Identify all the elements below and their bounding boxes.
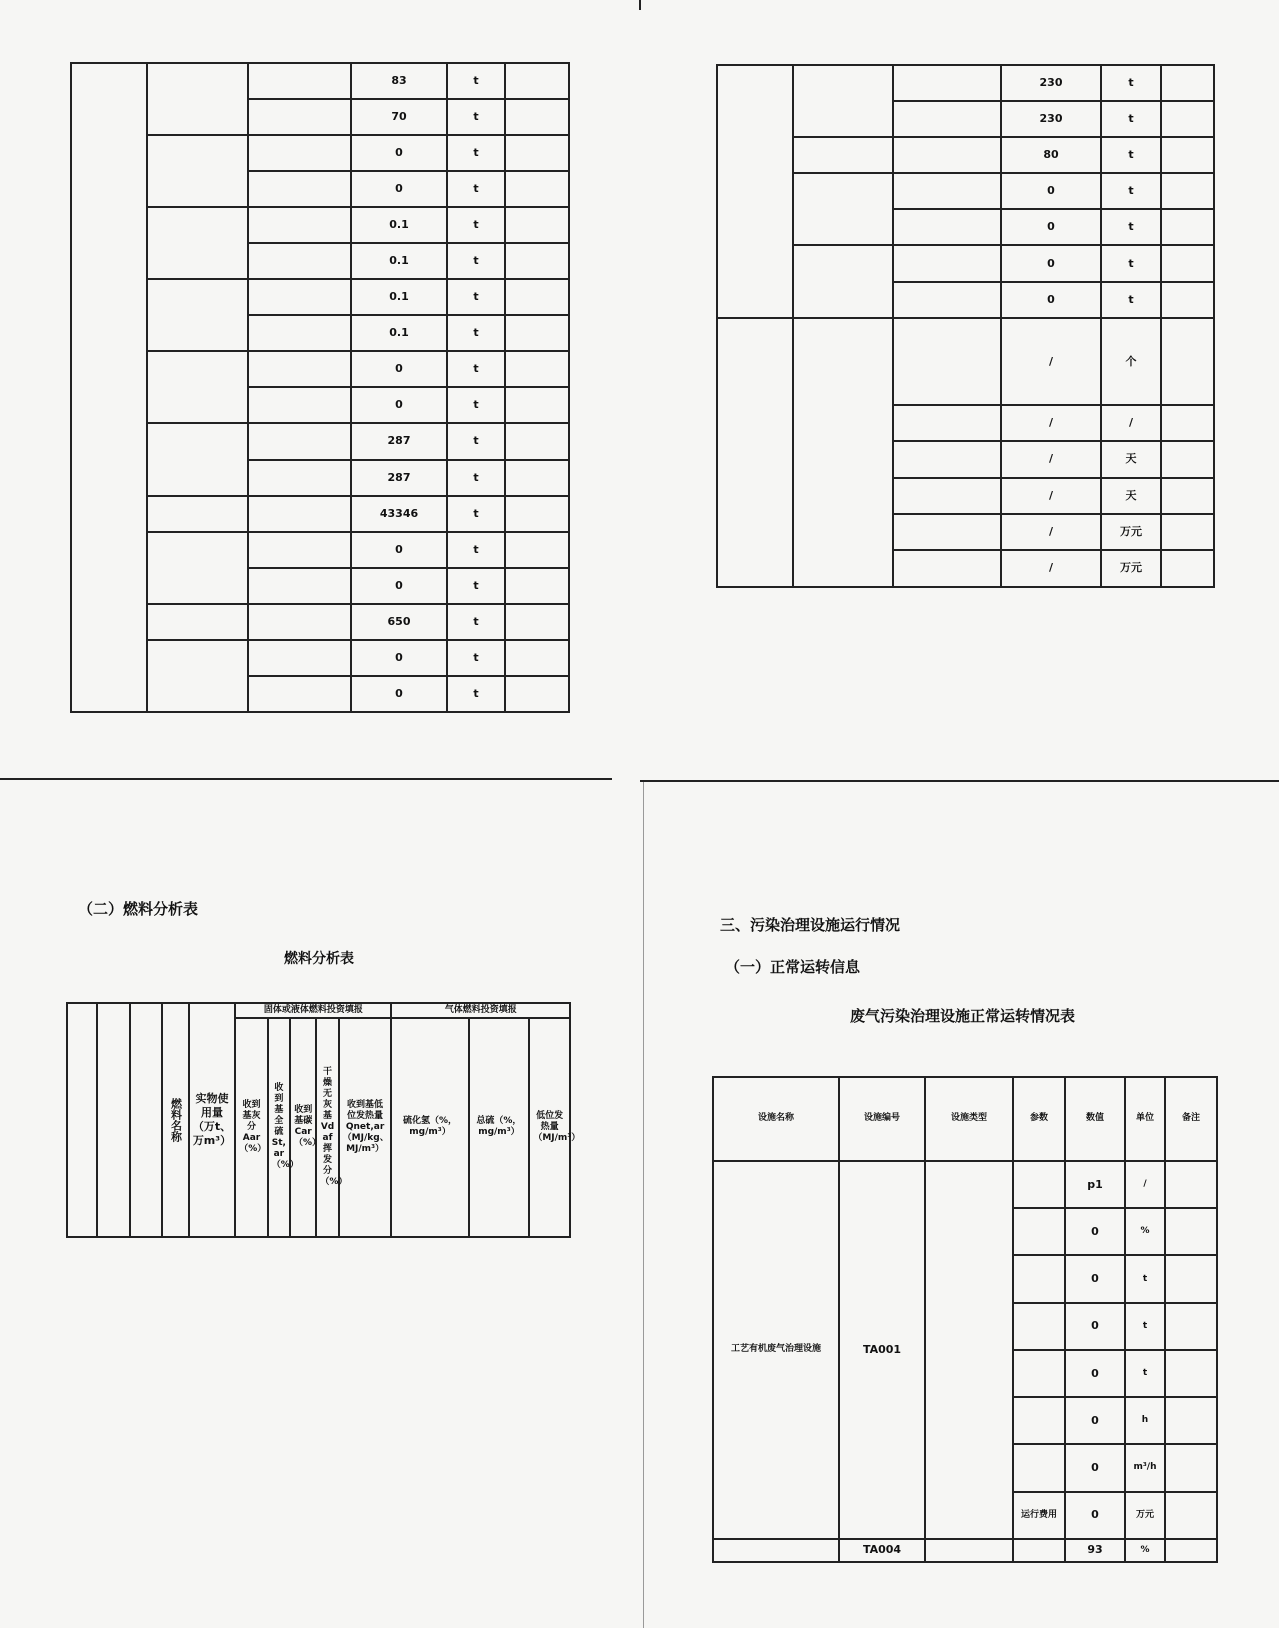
fuel-section-title: （二）燃料分析表 bbox=[78, 900, 199, 918]
value-cell: / bbox=[1001, 550, 1101, 587]
unit-cell: t bbox=[1101, 173, 1161, 209]
item-name bbox=[893, 245, 1001, 281]
water-usage-table-2 bbox=[716, 64, 1215, 588]
value-cell: 0 bbox=[351, 387, 447, 423]
note-cell bbox=[1161, 318, 1214, 406]
param-value: 0 bbox=[1065, 1255, 1125, 1302]
item-name bbox=[248, 604, 351, 640]
param-unit: % bbox=[1125, 1539, 1165, 1562]
fuel-header-13: 低位发热量（MJ/m³） bbox=[529, 1018, 570, 1237]
param-value: 0 bbox=[1065, 1397, 1125, 1444]
item-name bbox=[248, 135, 351, 171]
unit-cell: t bbox=[447, 496, 505, 532]
unit-cell: t bbox=[447, 99, 505, 135]
note-cell bbox=[505, 207, 569, 243]
facility-name bbox=[147, 135, 248, 207]
item-name bbox=[248, 640, 351, 676]
unit-cell: t bbox=[447, 171, 505, 207]
facility-name bbox=[147, 351, 248, 423]
param-note bbox=[1165, 1492, 1217, 1539]
param-unit: t bbox=[1125, 1303, 1165, 1350]
value-cell: 0 bbox=[1001, 209, 1101, 245]
value-cell: / bbox=[1001, 478, 1101, 514]
note-cell bbox=[505, 135, 569, 171]
note-cell bbox=[1161, 209, 1214, 245]
fuel-analysis-table bbox=[66, 1002, 581, 1238]
item-name bbox=[248, 460, 351, 496]
item-name bbox=[893, 441, 1001, 477]
value-cell: 83 bbox=[351, 63, 447, 99]
facility-name bbox=[793, 173, 893, 245]
fuel-header-3 bbox=[130, 1003, 162, 1237]
note-cell bbox=[505, 315, 569, 351]
item-name bbox=[248, 423, 351, 459]
item-name bbox=[893, 137, 1001, 173]
value-cell: 0 bbox=[351, 171, 447, 207]
unit-cell: t bbox=[447, 315, 505, 351]
param-unit: % bbox=[1125, 1208, 1165, 1255]
value-cell: 0 bbox=[351, 640, 447, 676]
unit-cell: t bbox=[1101, 101, 1161, 137]
unit-cell: 万元 bbox=[1101, 550, 1161, 587]
value-cell: 0.1 bbox=[351, 207, 447, 243]
value-cell: 0 bbox=[1001, 245, 1101, 281]
unit-cell: t bbox=[447, 423, 505, 459]
param-value: 0 bbox=[1065, 1350, 1125, 1397]
param-note bbox=[1165, 1161, 1217, 1208]
item-name bbox=[248, 207, 351, 243]
value-cell: 230 bbox=[1001, 65, 1101, 101]
facility-name bbox=[147, 207, 248, 279]
param-note bbox=[1165, 1208, 1217, 1255]
param-value: 0 bbox=[1065, 1492, 1125, 1539]
fuel-header-7: 收到基全硫St,ar（%） bbox=[268, 1018, 290, 1237]
param-value: 0 bbox=[1065, 1208, 1125, 1255]
page-divider-vertical-top bbox=[639, 0, 641, 10]
note-cell bbox=[505, 676, 569, 712]
item-name bbox=[893, 550, 1001, 587]
item-name bbox=[248, 279, 351, 315]
value-cell: 0 bbox=[351, 568, 447, 604]
note-cell bbox=[505, 171, 569, 207]
value-cell: 80 bbox=[1001, 137, 1101, 173]
item-name bbox=[248, 63, 351, 99]
value-cell: / bbox=[1001, 514, 1101, 550]
normal-operation-subtitle: （一）正常运转信息 bbox=[725, 958, 861, 976]
note-cell bbox=[1161, 65, 1214, 101]
page-divider-top-right bbox=[640, 780, 1279, 782]
page-divider-vertical-bottom bbox=[643, 782, 644, 1628]
unit-cell: 天 bbox=[1101, 441, 1161, 477]
column-header: 设施编号 bbox=[839, 1077, 925, 1161]
column-header: 参数 bbox=[1013, 1077, 1065, 1161]
fuel-group-solid: 固体或液体燃料投资填报 bbox=[235, 1003, 391, 1018]
unit-cell: t bbox=[447, 207, 505, 243]
pollution-section-title: 三、污染治理设施运行情况 bbox=[720, 916, 901, 934]
facility-name bbox=[147, 63, 248, 135]
fuel-header-8: 收到基碳Car（%） bbox=[290, 1018, 316, 1237]
water-usage-table-1 bbox=[70, 62, 570, 713]
note-cell bbox=[1161, 101, 1214, 137]
note-cell bbox=[1161, 441, 1214, 477]
column-header: 设施类型 bbox=[925, 1077, 1013, 1161]
value-cell: 0 bbox=[1001, 282, 1101, 318]
note-cell bbox=[1161, 514, 1214, 550]
item-name bbox=[893, 405, 1001, 441]
item-name bbox=[248, 243, 351, 279]
fuel-header-5: 实物使用量（万t、万m³） bbox=[189, 1003, 236, 1237]
param-name bbox=[1013, 1161, 1065, 1208]
param-value: 0 bbox=[1065, 1303, 1125, 1350]
unit-cell: t bbox=[1101, 65, 1161, 101]
facility-name bbox=[793, 245, 893, 317]
fuel-group-gas: 气体燃料投资填报 bbox=[391, 1003, 570, 1018]
value-cell: 70 bbox=[351, 99, 447, 135]
value-cell: 0.1 bbox=[351, 315, 447, 351]
param-name bbox=[1013, 1539, 1065, 1562]
param-value: 0 bbox=[1065, 1444, 1125, 1491]
unit-cell: t bbox=[447, 135, 505, 171]
param-value: 93 bbox=[1065, 1539, 1125, 1562]
note-cell bbox=[1161, 137, 1214, 173]
note-cell bbox=[1161, 245, 1214, 281]
note-cell bbox=[505, 99, 569, 135]
note-cell bbox=[505, 496, 569, 532]
facility-name bbox=[793, 65, 893, 137]
unit-cell: t bbox=[447, 243, 505, 279]
note-cell bbox=[1161, 173, 1214, 209]
param-unit: m³/h bbox=[1125, 1444, 1165, 1491]
item-name bbox=[248, 387, 351, 423]
item-name bbox=[248, 315, 351, 351]
param-name bbox=[1013, 1208, 1065, 1255]
unit-cell: t bbox=[447, 387, 505, 423]
param-note bbox=[1165, 1444, 1217, 1491]
facility-name bbox=[147, 640, 248, 712]
unit-cell: 天 bbox=[1101, 478, 1161, 514]
unit-cell: 个 bbox=[1101, 318, 1161, 406]
unit-cell: 万元 bbox=[1101, 514, 1161, 550]
param-note bbox=[1165, 1397, 1217, 1444]
value-cell: 0 bbox=[351, 676, 447, 712]
note-cell bbox=[505, 63, 569, 99]
item-name bbox=[248, 99, 351, 135]
note-cell bbox=[505, 243, 569, 279]
item-name bbox=[893, 65, 1001, 101]
item-name bbox=[248, 676, 351, 712]
unit-cell: t bbox=[1101, 137, 1161, 173]
column-header: 备注 bbox=[1165, 1077, 1217, 1161]
value-cell: 0.1 bbox=[351, 279, 447, 315]
facility-type bbox=[925, 1161, 1013, 1539]
value-cell: 650 bbox=[351, 604, 447, 640]
unit-cell: t bbox=[447, 568, 505, 604]
exhaust-table-title: 废气污染治理设施正常运转情况表 bbox=[850, 1007, 1076, 1025]
facility-name: 工艺有机废气治理设施 bbox=[713, 1161, 839, 1539]
facility-name bbox=[147, 532, 248, 604]
param-value: p1 bbox=[1065, 1161, 1125, 1208]
unit-cell: t bbox=[1101, 282, 1161, 318]
blank-category-cell bbox=[71, 63, 147, 712]
value-cell: / bbox=[1001, 405, 1101, 441]
value-cell: / bbox=[1001, 441, 1101, 477]
item-name bbox=[248, 496, 351, 532]
note-cell bbox=[505, 532, 569, 568]
facility-code: TA001 bbox=[839, 1161, 925, 1539]
facility-name bbox=[147, 279, 248, 351]
unit-cell: t bbox=[1101, 245, 1161, 281]
value-cell: 0.1 bbox=[351, 243, 447, 279]
item-name bbox=[248, 532, 351, 568]
param-note bbox=[1165, 1539, 1217, 1562]
unit-cell: t bbox=[447, 63, 505, 99]
param-note bbox=[1165, 1303, 1217, 1350]
note-cell bbox=[1161, 478, 1214, 514]
item-name bbox=[893, 478, 1001, 514]
fuel-header-4: 燃料名称 bbox=[162, 1003, 188, 1237]
facility-name bbox=[147, 604, 248, 640]
item-name bbox=[893, 209, 1001, 245]
value-cell: / bbox=[1001, 318, 1101, 406]
note-cell bbox=[505, 568, 569, 604]
unit-cell: t bbox=[447, 604, 505, 640]
exhaust-facility-table bbox=[712, 1076, 1218, 1563]
param-unit: 万元 bbox=[1125, 1492, 1165, 1539]
param-name bbox=[1013, 1444, 1065, 1491]
note-cell bbox=[505, 423, 569, 459]
facility-name bbox=[713, 1539, 839, 1562]
facility-type bbox=[925, 1539, 1013, 1562]
fuel-header-10: 收到基低位发热量Qnet,ar（MJ/kg、MJ/m³） bbox=[339, 1018, 392, 1237]
column-header: 单位 bbox=[1125, 1077, 1165, 1161]
unit-cell: t bbox=[447, 460, 505, 496]
facility-name bbox=[147, 496, 248, 532]
param-name bbox=[1013, 1255, 1065, 1302]
note-cell bbox=[505, 387, 569, 423]
param-name bbox=[1013, 1303, 1065, 1350]
value-cell: 287 bbox=[351, 460, 447, 496]
column-header: 设施名称 bbox=[713, 1077, 839, 1161]
facility-code: TA004 bbox=[839, 1539, 925, 1562]
fuel-header-1 bbox=[67, 1003, 97, 1237]
column-header: 数值 bbox=[1065, 1077, 1125, 1161]
facility-name bbox=[793, 318, 893, 587]
value-cell: 230 bbox=[1001, 101, 1101, 137]
note-cell bbox=[505, 604, 569, 640]
param-unit: t bbox=[1125, 1350, 1165, 1397]
param-name bbox=[1013, 1350, 1065, 1397]
param-name: 运行费用 bbox=[1013, 1492, 1065, 1539]
unit-cell: t bbox=[447, 532, 505, 568]
fuel-header-6: 收到基灰分Aar（%） bbox=[235, 1018, 267, 1237]
fuel-header-9: 干燥无灰基Vdaf挥发分（%） bbox=[316, 1018, 338, 1237]
page-divider-top-left bbox=[0, 778, 612, 780]
category-cell bbox=[717, 318, 793, 587]
value-cell: 287 bbox=[351, 423, 447, 459]
unit-cell: t bbox=[447, 279, 505, 315]
item-name bbox=[893, 173, 1001, 209]
param-note bbox=[1165, 1255, 1217, 1302]
param-unit: h bbox=[1125, 1397, 1165, 1444]
fuel-table-title: 燃料分析表 bbox=[284, 951, 354, 967]
unit-cell: / bbox=[1101, 405, 1161, 441]
facility-name bbox=[147, 423, 248, 495]
item-name bbox=[893, 318, 1001, 406]
note-cell bbox=[1161, 282, 1214, 318]
param-name bbox=[1013, 1397, 1065, 1444]
blank-category-cell bbox=[717, 65, 793, 318]
item-name bbox=[893, 282, 1001, 318]
item-name bbox=[893, 514, 1001, 550]
value-cell: 0 bbox=[351, 135, 447, 171]
param-unit: / bbox=[1125, 1161, 1165, 1208]
unit-cell: t bbox=[447, 676, 505, 712]
item-name bbox=[893, 101, 1001, 137]
note-cell bbox=[505, 640, 569, 676]
value-cell: 0 bbox=[1001, 173, 1101, 209]
facility-name bbox=[793, 137, 893, 173]
unit-cell: t bbox=[447, 351, 505, 387]
note-cell bbox=[1161, 550, 1214, 587]
item-name bbox=[248, 568, 351, 604]
value-cell: 0 bbox=[351, 351, 447, 387]
item-name bbox=[248, 171, 351, 207]
unit-cell: t bbox=[447, 640, 505, 676]
value-cell: 43346 bbox=[351, 496, 447, 532]
param-unit: t bbox=[1125, 1255, 1165, 1302]
fuel-header-12: 总硫（%，mg/m³） bbox=[469, 1018, 530, 1237]
value-cell: 0 bbox=[351, 532, 447, 568]
note-cell bbox=[505, 279, 569, 315]
param-note bbox=[1165, 1350, 1217, 1397]
item-name bbox=[248, 351, 351, 387]
note-cell bbox=[505, 351, 569, 387]
fuel-header-11: 硫化氢（%，mg/m³） bbox=[391, 1018, 468, 1237]
note-cell bbox=[1161, 405, 1214, 441]
unit-cell: t bbox=[1101, 209, 1161, 245]
note-cell bbox=[505, 460, 569, 496]
fuel-header-2 bbox=[97, 1003, 129, 1237]
